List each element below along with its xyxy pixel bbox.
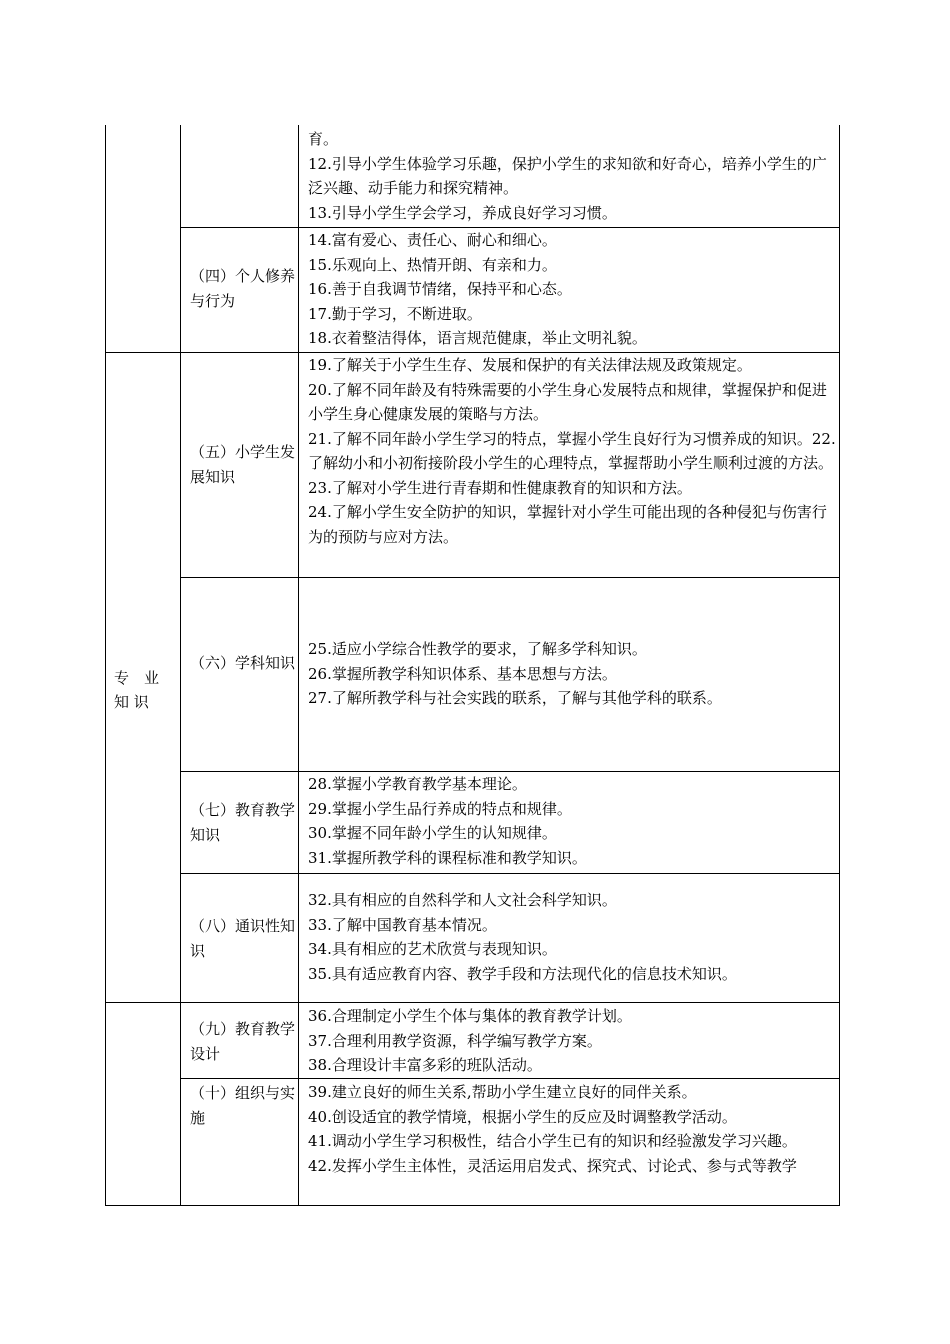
list-item: 42.发挥小学生主体性，灵活运用启发式、探究式、讨论式、参与式等教学 bbox=[308, 1156, 797, 1175]
row-divider bbox=[180, 577, 840, 578]
subcategory-label: （六）学科知识 bbox=[190, 654, 296, 672]
items-cell bbox=[308, 1004, 836, 1078]
items-cell bbox=[308, 127, 836, 225]
list-item: 30.掌握不同年龄小学生的认知规律。 bbox=[308, 824, 557, 842]
list-item: 38.合理设计丰富多彩的班队活动。 bbox=[308, 1056, 542, 1074]
list-item: 39.建立良好的师生关系,帮助小学生建立良好的同伴关系。 bbox=[308, 1083, 697, 1101]
list-item: 31.掌握所教学科的课程标准和教学知识。 bbox=[308, 848, 587, 867]
row-divider bbox=[180, 1078, 840, 1079]
category-label: 知 识 bbox=[114, 693, 149, 711]
list-item: 27.了解所教学科与社会实践的联系，了解与其他学科的联系。 bbox=[308, 689, 722, 707]
list-item: 23.了解对小学生进行青春期和性健康教育的知识和方法。 bbox=[308, 478, 692, 497]
list-item: 14.富有爱心、责任心、耐心和细心。 bbox=[308, 231, 557, 249]
list-item: 35.具有适应教育内容、教学手段和方法现代化的信息技术知识。 bbox=[308, 964, 737, 983]
list-item: 32.具有相应的自然科学和人文社会科学知识。 bbox=[308, 891, 617, 909]
list-item: 28.掌握小学教育教学基本理论。 bbox=[308, 775, 527, 793]
list-item: 15.乐观向上、热情开朗、有亲和力。 bbox=[308, 255, 557, 274]
items-cell bbox=[308, 772, 836, 870]
list-item: 40.创设适宜的教学情境，根据小学生的反应及时调整教学活动。 bbox=[308, 1107, 737, 1126]
row-divider bbox=[180, 873, 840, 874]
list-item: 36.合理制定小学生个体与集体的教育教学计划。 bbox=[308, 1007, 632, 1025]
list-item: 19.了解关于小学生生存、发展和保护的有关法律法规及政策规定。 bbox=[308, 356, 752, 374]
list-item: 24.了解小学生安全防护的知识，掌握针对小学生可能出现的各种侵犯与伤害行为的预防与应对方法。 bbox=[308, 503, 827, 546]
list-item: 17.勤于学习，不断进取。 bbox=[308, 304, 482, 323]
items-cell bbox=[308, 1080, 836, 1178]
col-divider-2 bbox=[298, 125, 299, 1206]
list-item: 16.善于自我调节情绪，保持平和心态。 bbox=[308, 280, 572, 298]
list-item: 33.了解中国教育基本情况。 bbox=[308, 915, 497, 934]
list-item: 育。 bbox=[308, 130, 339, 148]
items-cell bbox=[308, 228, 836, 351]
row-divider bbox=[105, 1002, 840, 1003]
subcategory-label: （七）教育教学知识 bbox=[190, 801, 296, 844]
list-item: 26.掌握所教学科知识体系、基本思想与方法。 bbox=[308, 664, 617, 683]
col-divider-1 bbox=[180, 125, 181, 1206]
list-item: 41.调动小学生学习积极性，结合小学生已有的知识和经验激发学习兴趣。 bbox=[308, 1132, 797, 1150]
list-item: 25.适应小学综合性教学的要求，了解多学科知识。 bbox=[308, 640, 647, 658]
subcategory-label: （十）组织与实施 bbox=[190, 1084, 296, 1127]
list-item: 20.了解不同年龄及有特殊需要的小学生身心发展特点和规律，掌握保护和促进小学生身心健康发展的策略与方法。 bbox=[308, 380, 827, 423]
items-cell bbox=[308, 637, 836, 711]
list-item: 29.掌握小学生品行养成的特点和规律。 bbox=[308, 799, 572, 818]
category-label: 专 业 bbox=[114, 669, 160, 687]
items-cell bbox=[308, 353, 836, 549]
list-item: 18.衣着整洁得体，语言规范健康，举止文明礼貌。 bbox=[308, 329, 647, 347]
subcategory-label: （五）小学生发展知识 bbox=[190, 443, 296, 486]
subcategory-label: （八）通识性知识 bbox=[190, 917, 296, 960]
subcategory-label: （九）教育教学设计 bbox=[190, 1020, 296, 1063]
items-cell bbox=[308, 888, 836, 986]
list-item: 37.合理利用教学资源，科学编写教学方案。 bbox=[308, 1031, 602, 1050]
list-item: 21.了解不同年龄小学生学习的特点，掌握小学生良好行为习惯养成的知识。22.了解幼小和小初衔接阶段小学生的心理特点，掌握帮助小学生顺利过渡的方法。 bbox=[308, 429, 836, 472]
list-item: 13.引导小学生学会学习，养成良好学习习惯。 bbox=[308, 203, 617, 222]
list-item: 12.引导小学生体验学习乐趣，保护小学生的求知欲和好奇心，培养小学生的广泛兴趣、动手能力和探究精神。 bbox=[308, 154, 827, 197]
subcategory-label: （四）个人修养与行为 bbox=[190, 267, 296, 310]
list-item: 34.具有相应的艺术欣赏与表现知识。 bbox=[308, 940, 557, 958]
